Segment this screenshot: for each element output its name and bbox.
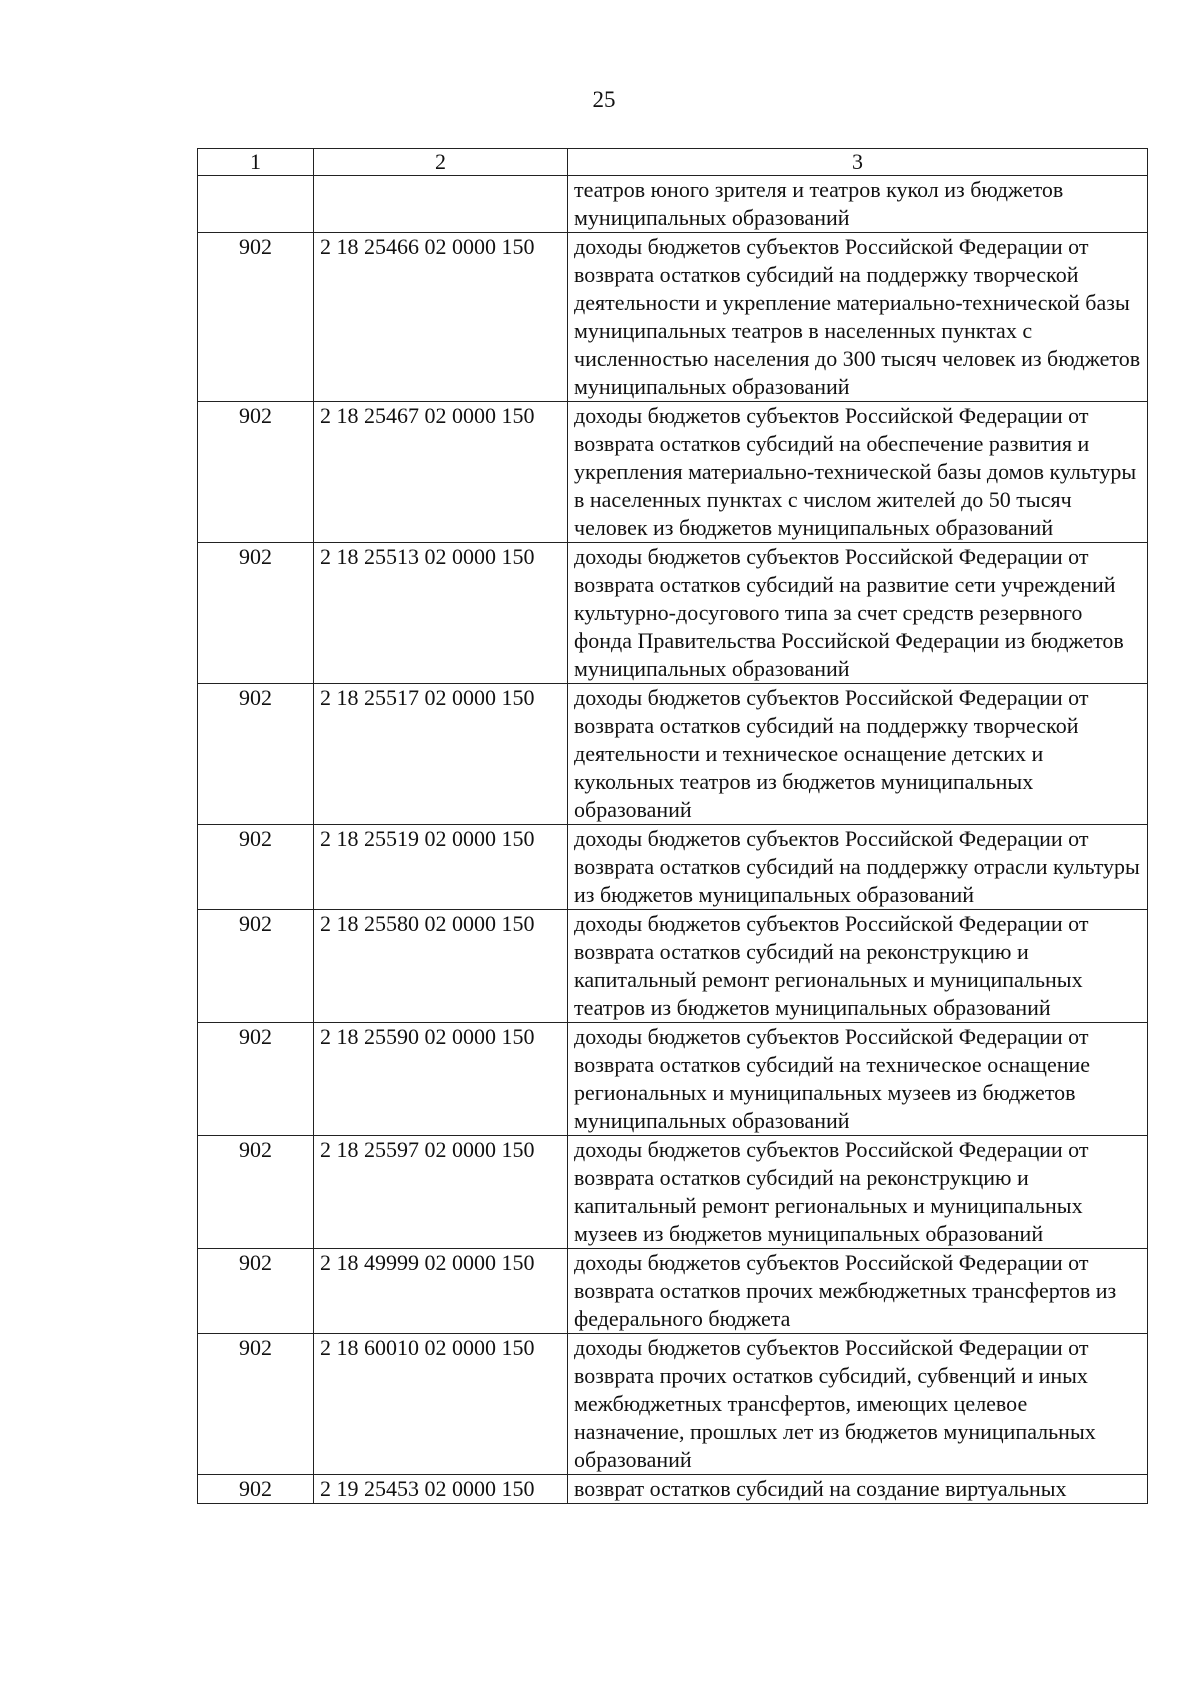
admin-code-cell: 902 bbox=[198, 1023, 314, 1136]
table-row bbox=[198, 825, 1148, 910]
budget-code-cell: 2 18 25467 02 0000 150 bbox=[314, 402, 568, 543]
table-row bbox=[198, 1475, 1148, 1504]
table-row bbox=[198, 543, 1148, 684]
description-cell: доходы бюджетов субъектов Российской Федерации от возврата остатков прочих межбюджетных трансфертов из федерального бюджета bbox=[568, 1249, 1148, 1334]
description-cell: доходы бюджетов субъектов Российской Федерации от возврата остатков субсидий на поддержку отрасли культуры из бюджетов муниципальных образований bbox=[568, 825, 1148, 910]
admin-code-cell: 902 bbox=[198, 684, 314, 825]
table-row bbox=[198, 1023, 1148, 1136]
budget-code-cell: 2 18 25466 02 0000 150 bbox=[314, 233, 568, 402]
admin-code-cell: 902 bbox=[198, 1136, 314, 1249]
description-cell: театров юного зрителя и театров кукол из бюджетов муниципальных образований bbox=[568, 176, 1148, 233]
admin-code-cell: 902 bbox=[198, 910, 314, 1023]
budget-classification-table bbox=[197, 148, 1148, 1504]
table-row bbox=[198, 233, 1148, 402]
column-header-1: 1 bbox=[198, 149, 314, 176]
budget-code-cell: 2 18 25590 02 0000 150 bbox=[314, 1023, 568, 1136]
budget-code-cell: 2 18 25517 02 0000 150 bbox=[314, 684, 568, 825]
description-cell: возврат остатков субсидий на создание виртуальных bbox=[568, 1475, 1148, 1504]
admin-code-cell: 902 bbox=[198, 543, 314, 684]
description-cell: доходы бюджетов субъектов Российской Федерации от возврата остатков субсидий на развитие сети учреждений культурно-досугового типа за счет средств резервного фонда Правительства Российской Федерации из бюджетов муниципальных образований bbox=[568, 543, 1148, 684]
budget-code-cell: 2 18 25597 02 0000 150 bbox=[314, 1136, 568, 1249]
admin-code-cell bbox=[198, 176, 314, 233]
admin-code-cell: 902 bbox=[198, 1249, 314, 1334]
budget-code-cell: 2 18 49999 02 0000 150 bbox=[314, 1249, 568, 1334]
admin-code-cell: 902 bbox=[198, 1475, 314, 1504]
budget-code-cell bbox=[314, 176, 568, 233]
description-cell: доходы бюджетов субъектов Российской Федерации от возврата остатков субсидий на техническое оснащение региональных и муниципальных музеев из бюджетов муниципальных образований bbox=[568, 1023, 1148, 1136]
budget-code-cell: 2 18 25580 02 0000 150 bbox=[314, 910, 568, 1023]
admin-code-cell: 902 bbox=[198, 233, 314, 402]
table-row bbox=[198, 1334, 1148, 1475]
table-row bbox=[198, 1249, 1148, 1334]
table-row bbox=[198, 176, 1148, 233]
budget-code-cell: 2 19 25453 02 0000 150 bbox=[314, 1475, 568, 1504]
description-cell: доходы бюджетов субъектов Российской Федерации от возврата остатков субсидий на реконструкцию и капитальный ремонт региональных и муниципальных музеев из бюджетов муниципальных образований bbox=[568, 1136, 1148, 1249]
budget-code-cell: 2 18 25519 02 0000 150 bbox=[314, 825, 568, 910]
column-header-2: 2 bbox=[314, 149, 568, 176]
description-cell: доходы бюджетов субъектов Российской Федерации от возврата остатков субсидий на реконструкцию и капитальный ремонт региональных и муниципальных театров из бюджетов муниципальных образований bbox=[568, 910, 1148, 1023]
table-row bbox=[198, 402, 1148, 543]
budget-code-cell: 2 18 25513 02 0000 150 bbox=[314, 543, 568, 684]
column-header-3: 3 bbox=[568, 149, 1148, 176]
description-cell: доходы бюджетов субъектов Российской Федерации от возврата остатков субсидий на поддержку творческой деятельности и укрепление материально-технической базы муниципальных театров в населенных пунктах с численностью населения до 300 тысяч человек из бюджетов муниципальных образований bbox=[568, 233, 1148, 402]
table-header-row bbox=[198, 149, 1148, 176]
description-cell: доходы бюджетов субъектов Российской Федерации от возврата прочих остатков субсидий, субвенций и иных межбюджетных трансфертов, имеющих целевое назначение, прошлых лет из бюджетов муниципальных образований bbox=[568, 1334, 1148, 1475]
page-number: 25 bbox=[592, 87, 616, 112]
budget-code-cell: 2 18 60010 02 0000 150 bbox=[314, 1334, 568, 1475]
table-row bbox=[198, 1136, 1148, 1249]
admin-code-cell: 902 bbox=[198, 825, 314, 910]
admin-code-cell: 902 bbox=[198, 1334, 314, 1475]
admin-code-cell: 902 bbox=[198, 402, 314, 543]
table-row bbox=[198, 910, 1148, 1023]
table-row bbox=[198, 684, 1148, 825]
description-cell: доходы бюджетов субъектов Российской Федерации от возврата остатков субсидий на поддержку творческой деятельности и техническое оснащение детских и кукольных театров из бюджетов муниципальных образований bbox=[568, 684, 1148, 825]
description-cell: доходы бюджетов субъектов Российской Федерации от возврата остатков субсидий на обеспечение развития и укрепления материально-технической базы домов культуры в населенных пунктах с числом жителей до 50 тысяч человек из бюджетов муниципальных образований bbox=[568, 402, 1148, 543]
